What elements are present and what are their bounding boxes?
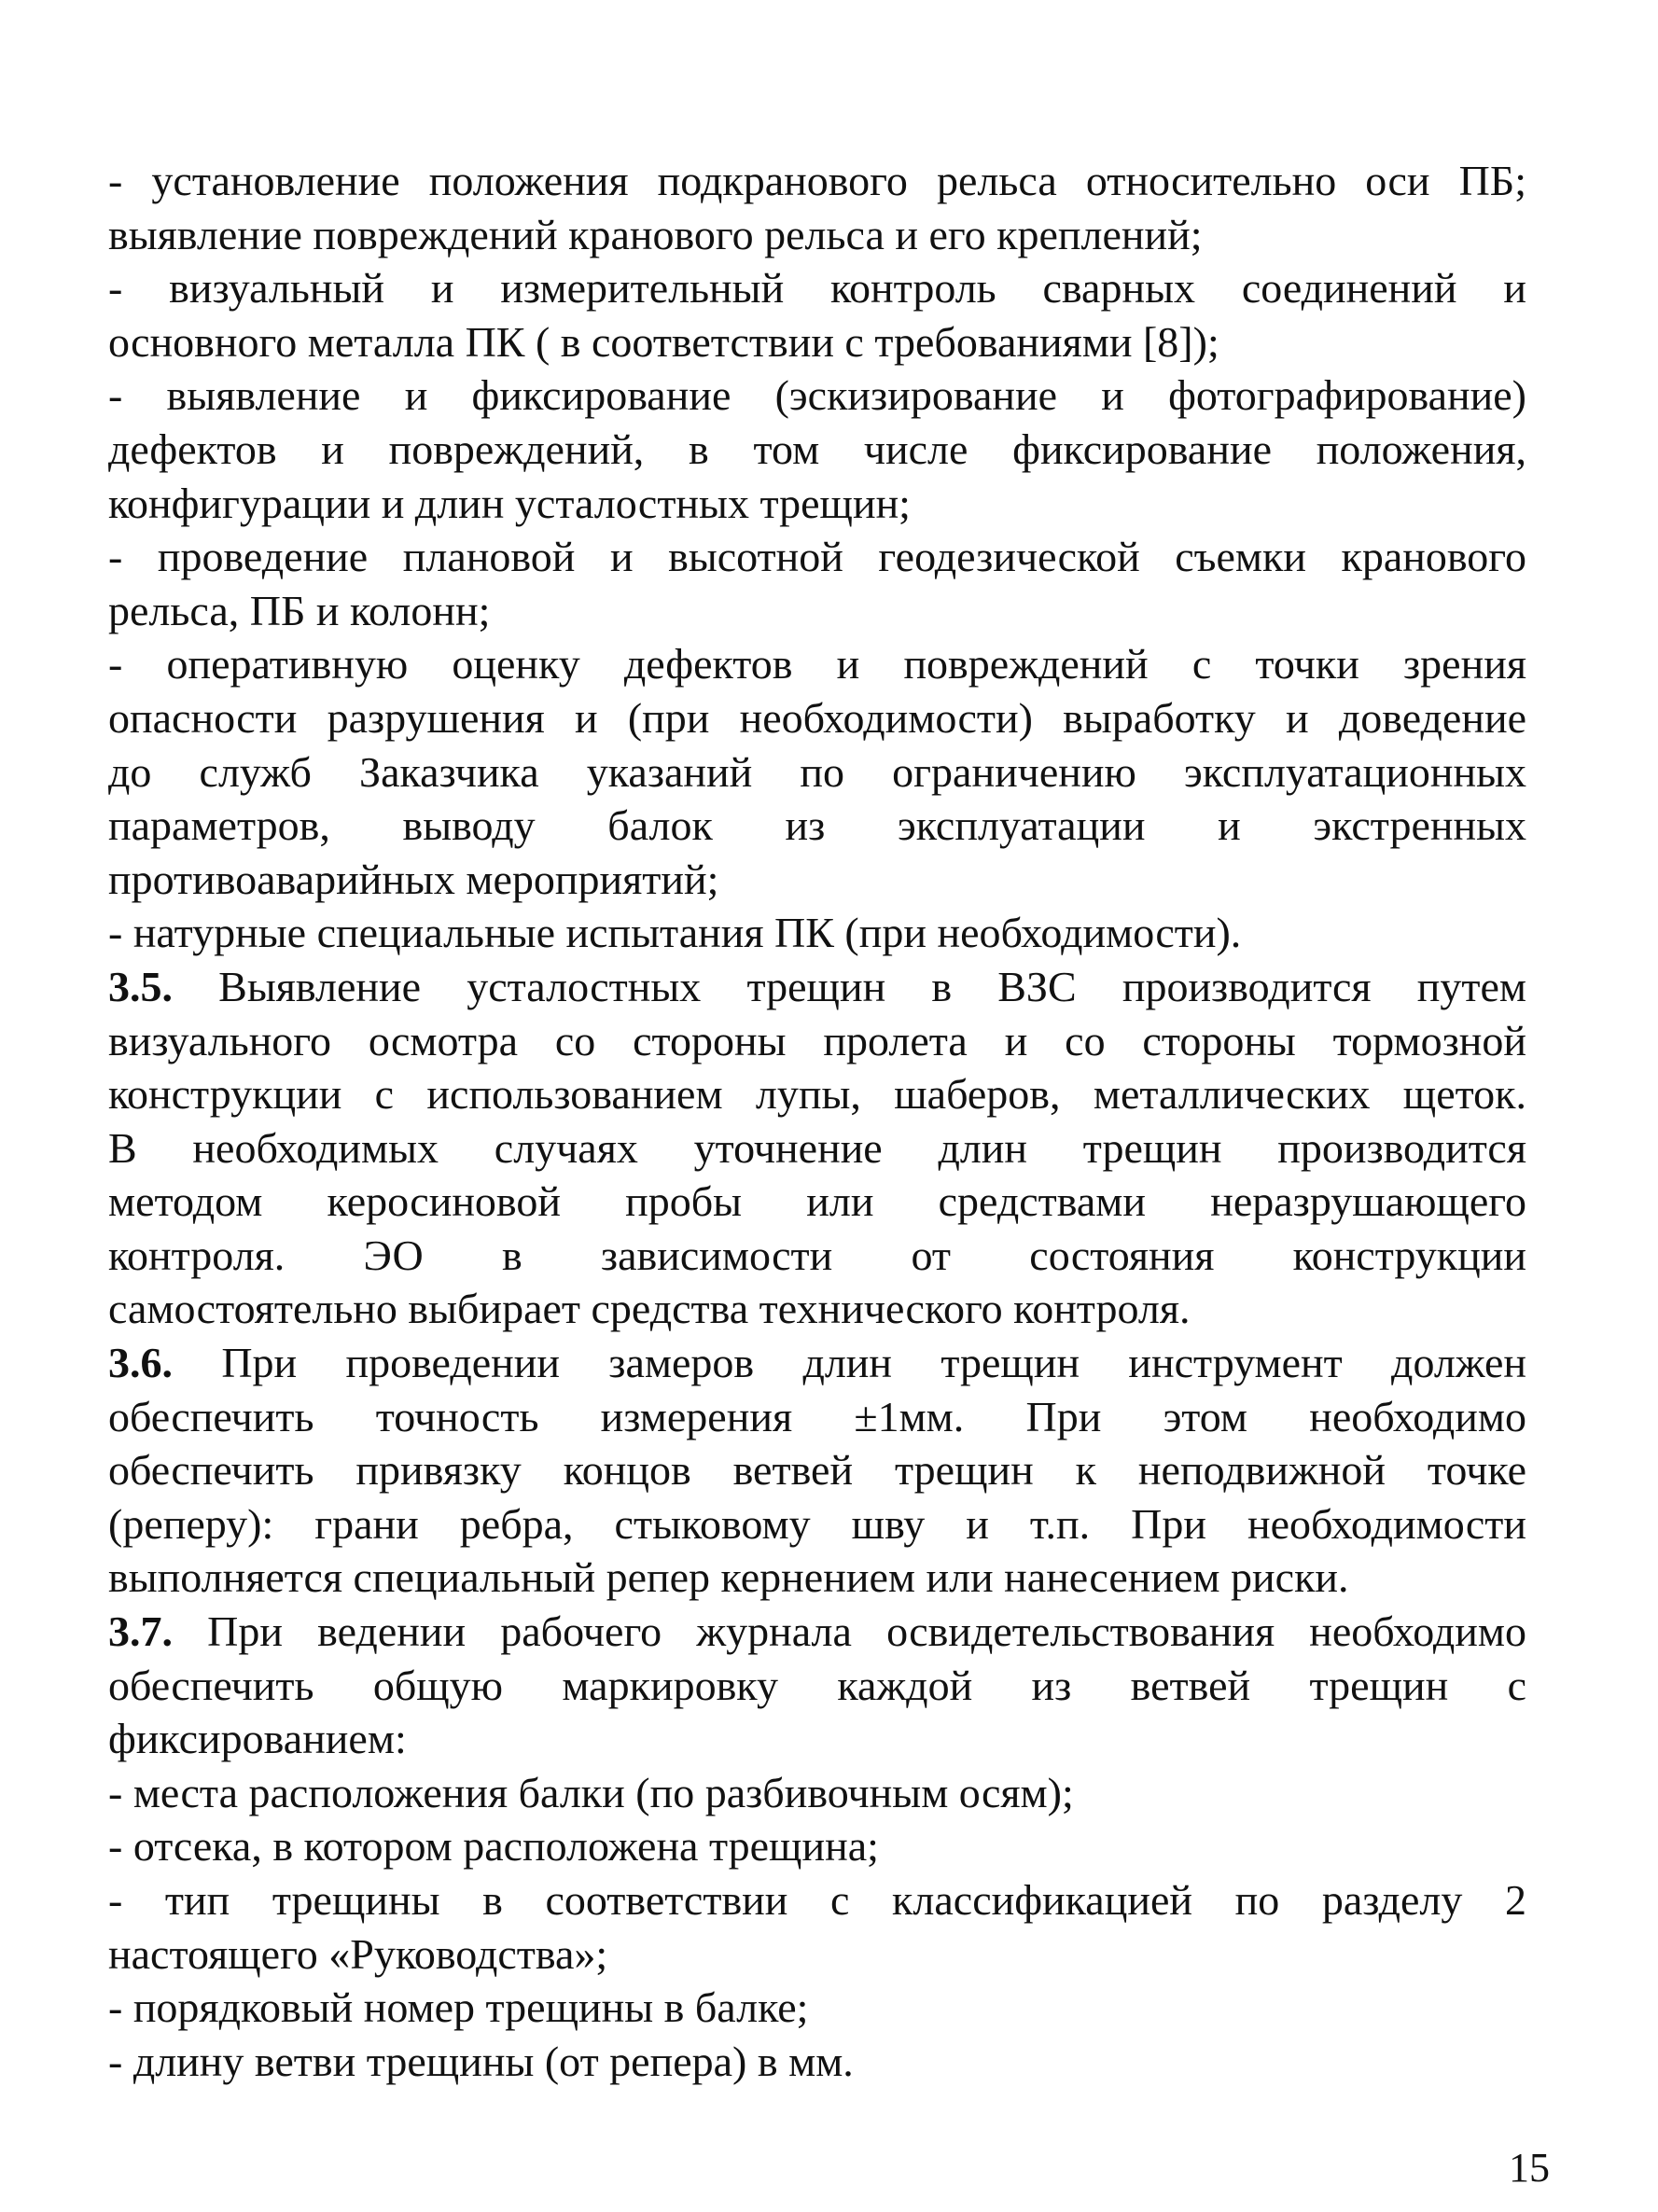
text-line: [108, 637, 1526, 691]
line-text: - визуальный и измерительный контроль сварных соединений и: [108, 264, 1526, 313]
text-line: [108, 1712, 1526, 1766]
text-line: [108, 691, 1526, 745]
text-line: [108, 1981, 1526, 2035]
line-text: - длину ветви трещины (от репера) в мм.: [108, 2037, 854, 2085]
line-text: обеспечить привязку концов ветвей трещин к неподвижной точке: [108, 1446, 1526, 1495]
document-body: [108, 154, 1526, 2088]
text-line: [108, 745, 1526, 800]
text-line: [108, 1443, 1526, 1497]
line-text: выявление повреждений кранового рельса и его креплений;: [108, 210, 1203, 258]
text-line: [108, 1336, 1526, 1390]
paragraph: [108, 1336, 1526, 1605]
line-text: В необходимых случаях уточнение длин трещин производится: [108, 1123, 1526, 1172]
text-line: [108, 1551, 1526, 1605]
line-text: самостоятельно выбирает средства технического контроля.: [108, 1285, 1191, 1333]
line-text: (реперу): грани ребра, стыковому шву и т.п. При необходимости: [108, 1499, 1526, 1548]
paragraph: [108, 1981, 1526, 2035]
text-line: [108, 1121, 1526, 1176]
line-text: обеспечить общую маркировку каждой из ветвей трещин с: [108, 1661, 1526, 1709]
paragraph: [108, 369, 1526, 530]
text-line: [108, 154, 1526, 208]
line-text: визуального осмотра со стороны пролета и со стороны тормозной: [108, 1016, 1526, 1064]
line-text: - выявление и фиксирование (эскизирование и фотографирование): [108, 371, 1526, 420]
line-text: конструкции с использованием лупы, шаберов, металлических щеток.: [108, 1070, 1526, 1119]
paragraph: [108, 960, 1526, 1336]
section-number: 3.6.: [108, 1339, 173, 1387]
paragraph: [108, 2035, 1526, 2089]
line-text: параметров, выводу балок из эксплуатации и экстренных: [108, 801, 1526, 850]
page-number: 15: [1509, 2145, 1550, 2191]
line-text: опасности разрушения и (при необходимости) выработку и доведение: [108, 693, 1526, 742]
line-text: - места расположения балки (по разбивочным осям);: [108, 1768, 1074, 1816]
text-line: [108, 853, 1526, 907]
text-line: [108, 369, 1526, 423]
text-line: [108, 584, 1526, 638]
text-line: [108, 1605, 1526, 1659]
line-text: При проведении замеров длин трещин инструмент должен: [221, 1339, 1526, 1387]
paragraph: [108, 154, 1526, 261]
text-line: [108, 1282, 1526, 1336]
paragraph: [108, 1605, 1526, 1766]
text-line: [108, 1229, 1526, 1283]
line-text: рельса, ПБ и колонн;: [108, 586, 491, 634]
text-line: [108, 315, 1526, 369]
line-text: дефектов и повреждений, в том числе фиксирование положения,: [108, 424, 1526, 473]
line-text: - установление положения подкранового рельса относительно оси ПБ;: [108, 157, 1526, 204]
text-line: [108, 1014, 1526, 1068]
paragraph: [108, 261, 1526, 369]
text-line: [108, 799, 1526, 853]
text-line: [108, 208, 1526, 262]
text-line: [108, 477, 1526, 531]
line-text: - тип трещины в соответствии с классификацией по разделу 2: [108, 1876, 1526, 1924]
text-line: [108, 2035, 1526, 2089]
line-text: фиксированием:: [108, 1715, 407, 1763]
paragraph: [108, 1873, 1526, 1981]
paragraph: [108, 637, 1526, 906]
line-text: выполняется специальный репер кернением или нанесением риски.: [108, 1553, 1349, 1602]
line-text: Выявление усталостных трещин в ВЗС производится путем: [218, 962, 1526, 1010]
line-text: противоаварийных мероприятий;: [108, 855, 719, 903]
text-line: [108, 261, 1526, 315]
line-text: контроля. ЭО в зависимости от состояния конструкции: [108, 1231, 1526, 1279]
line-text: - оперативную оценку дефектов и повреждений с точки зрения: [108, 640, 1526, 689]
text-line: [108, 1819, 1526, 1873]
line-text: методом керосиновой пробы или средствами неразрушающего: [108, 1177, 1526, 1226]
text-line: [108, 1927, 1526, 1982]
line-text: - отсека, в котором расположена трещина;: [108, 1822, 879, 1871]
paragraph: [108, 906, 1526, 960]
text-line: [108, 423, 1526, 477]
line-text: - натурные специальные испытания ПК (при необходимости).: [108, 909, 1242, 957]
text-line: [108, 960, 1526, 1014]
text-line: [108, 1659, 1526, 1713]
line-text: - проведение плановой и высотной геодезической съемки кранового: [108, 533, 1526, 581]
text-line: [108, 1873, 1526, 1927]
paragraph: [108, 1819, 1526, 1873]
text-line: [108, 1067, 1526, 1121]
text-line: [108, 1390, 1526, 1444]
text-line: [108, 1497, 1526, 1551]
text-line: [108, 1766, 1526, 1820]
text-line: [108, 530, 1526, 584]
text-line: [108, 1175, 1526, 1229]
section-number: 3.7.: [108, 1607, 173, 1656]
line-text: При ведении рабочего журнала освидетельствования необходимо: [207, 1607, 1527, 1656]
line-text: обеспечить точность измерения ±1мм. При этом необходимо: [108, 1392, 1526, 1440]
line-text: - порядковый номер трещины в балке;: [108, 1983, 809, 2032]
paragraph: [108, 1766, 1526, 1820]
text-line: [108, 906, 1526, 960]
line-text: конфигурации и длин усталостных трещин;: [108, 479, 911, 527]
line-text: до служб Заказчика указаний по ограничению эксплуатационных: [108, 747, 1526, 796]
line-text: настоящего «Руководства»;: [108, 1929, 608, 1978]
paragraph: [108, 530, 1526, 637]
section-number: 3.5.: [108, 962, 173, 1010]
line-text: основного металла ПК ( в соответствии с требованиями [8]);: [108, 317, 1219, 366]
